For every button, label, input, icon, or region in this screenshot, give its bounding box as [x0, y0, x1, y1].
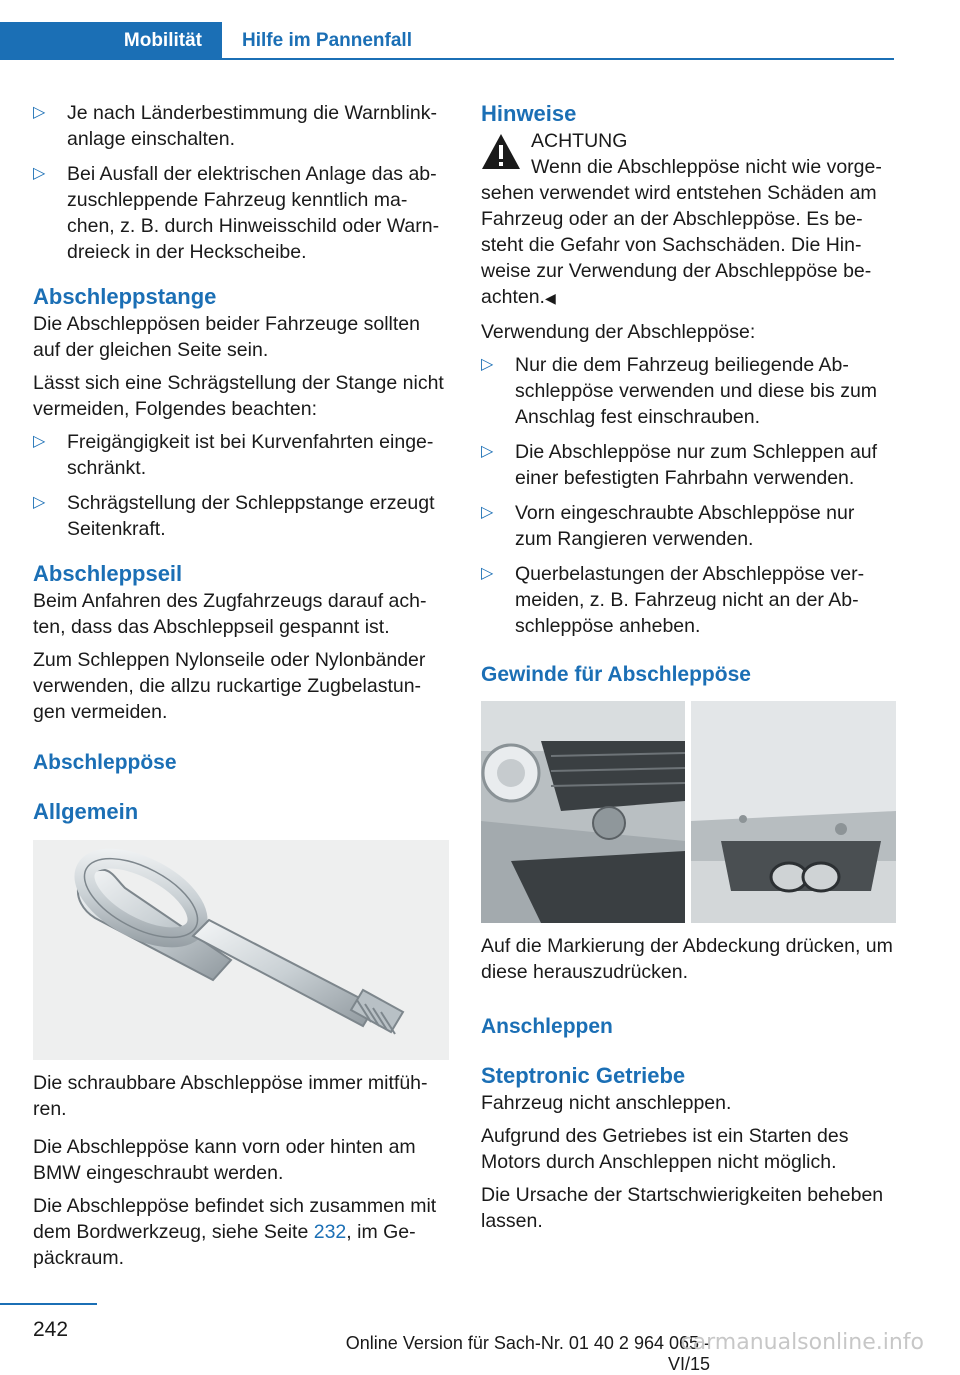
bullet-arrow-icon: ▷: [481, 356, 494, 373]
paragraph: Lässt sich eine Schrägstellung der Stange nicht vermeiden, Folgendes beachten:: [33, 372, 444, 420]
list-item: ▷ Schrägstellung der Schleppstange erzeugt Seitenkraft.: [33, 492, 435, 540]
footer-version: Online Version für Sach-Nr. 01 40 2 964 065 - VI/15: [345, 1333, 710, 1374]
list-item: ▷ Je nach Länderbestimmung die Warnblink-anlage einschalten.: [33, 102, 437, 150]
right-column: [481, 100, 896, 1241]
list-item: ▷ Vorn eingeschraubte Abschleppöse nur zum Rangieren verwenden.: [481, 502, 855, 550]
tab-mobilitaet-label: Mobilität: [123, 30, 202, 51]
bullet-arrow-icon: ▷: [33, 165, 46, 182]
paragraph: Die Ursache der Startschwierigkeiten beheben lassen.: [481, 1184, 884, 1232]
subsection-heading-allgemein: Allgemein: [33, 799, 139, 824]
paragraph: Die schraubbare Abschleppöse immer mitfüh-ren.: [33, 1072, 428, 1120]
tab-hilfe-im-pannenfall[interactable]: Hilfe im Pannenfall: [242, 30, 412, 51]
bullet-arrow-icon: ▷: [481, 565, 494, 582]
bumper-thread-photos: [481, 701, 896, 923]
bumper-photo-icon: [481, 701, 896, 923]
paragraph: Fahrzeug nicht anschleppen.: [481, 1092, 732, 1114]
paragraph: Auf die Markierung der Abdeckung drücken, um diese herauszudrücken.: [481, 935, 893, 983]
tow-eye-icon: [33, 840, 449, 1060]
section-heading-abschleppoese: Abschleppöse: [33, 751, 177, 774]
bullet-arrow-icon: ▷: [481, 443, 494, 460]
list-item: ▷ Nur die dem Fahrzeug beiliegende Ab-schleppöse verwenden und diese bis zum Anschlag fest einschrauben.: [481, 354, 878, 428]
subsection-heading-steptronic: Steptronic Getriebe: [481, 1063, 686, 1088]
paragraph: Die Abschleppöse befindet sich zusammen mit dem Bordwerkzeug, siehe Seite 232, im Ge-päckraum.: [33, 1195, 437, 1269]
paragraph: Die Abschleppöse kann vorn oder hinten am BMW eingeschraubt werden.: [33, 1136, 416, 1184]
page-number: 242: [33, 1318, 69, 1341]
warning-text-line: Wenn die Abschleppöse nicht wie vorge-: [531, 156, 882, 178]
left-column: [33, 100, 449, 1278]
tab-mobilitaet[interactable]: [0, 22, 222, 60]
list-item: ▷ Querbelastungen der Abschleppöse ver-meiden, z. B. Fahrzeug nicht an der Ab-schleppöse anheben.: [481, 563, 865, 637]
warning-text: sehen verwendet wird entstehen Schäden am Fahrzeug oder an der Abschleppöse. Es be-steht die Gefahr von Sachschäden. Die Hin-weise zur Verwendung der Abschleppöse be-achten.◀: [481, 182, 877, 308]
paragraph: Beim Anfahren des Zugfahrzeugs darauf ach-ten, dass das Abschleppseil gespannt ist.: [33, 590, 427, 638]
bullet-arrow-icon: ▷: [33, 494, 46, 511]
watermark: carmanualsonline.info: [680, 1330, 924, 1355]
header-rule: [222, 58, 894, 60]
section-heading-hinweise: Hinweise: [481, 101, 577, 126]
warning-triangle-icon: [481, 132, 521, 172]
list-item: ▷ Die Abschleppöse nur zum Schleppen auf einer befestigten Fahrbahn verwenden.: [481, 441, 878, 489]
paragraph: Die Abschleppösen beider Fahrzeuge sollten auf der gleichen Seite sein.: [33, 313, 421, 361]
page-number-rule: [0, 1303, 97, 1305]
bullet-arrow-icon: ▷: [33, 433, 46, 450]
paragraph: Verwendung der Abschleppöse:: [481, 321, 756, 343]
section-heading-anschleppen: Anschleppen: [481, 1015, 613, 1038]
section-heading-abschleppstange: Abschleppstange: [33, 284, 217, 309]
tow-eye-illustration: [33, 840, 449, 1060]
bullet-arrow-icon: ▷: [481, 504, 494, 521]
list-item: ▷ Freigängigkeit ist bei Kurvenfahrten einge-schränkt.: [33, 431, 434, 479]
bullet-arrow-icon: ▷: [33, 104, 46, 121]
paragraph: Zum Schleppen Nylonseile oder Nylonbänder verwenden, die allzu ruckartige Zugbelastun-gen vermeiden.: [33, 649, 426, 723]
end-mark-icon: ◀: [544, 290, 556, 306]
paragraph: Aufgrund des Getriebes ist ein Starten des Motors durch Anschleppen nicht möglich.: [481, 1125, 849, 1173]
list-item: ▷ Bei Ausfall der elektrischen Anlage das ab-zuschleppende Fahrzeug kenntlich ma-chen, z. B. durch Hinweisschild oder Warn-dreieck in der Heckscheibe.: [33, 163, 440, 263]
section-heading-abschleppseil: Abschleppseil: [33, 561, 183, 586]
warning-block: [481, 128, 896, 180]
page-link-232[interactable]: 232: [313, 1221, 347, 1243]
warning-title: ACHTUNG: [531, 130, 628, 152]
section-heading-gewinde: Gewinde für Abschleppöse: [481, 663, 751, 686]
